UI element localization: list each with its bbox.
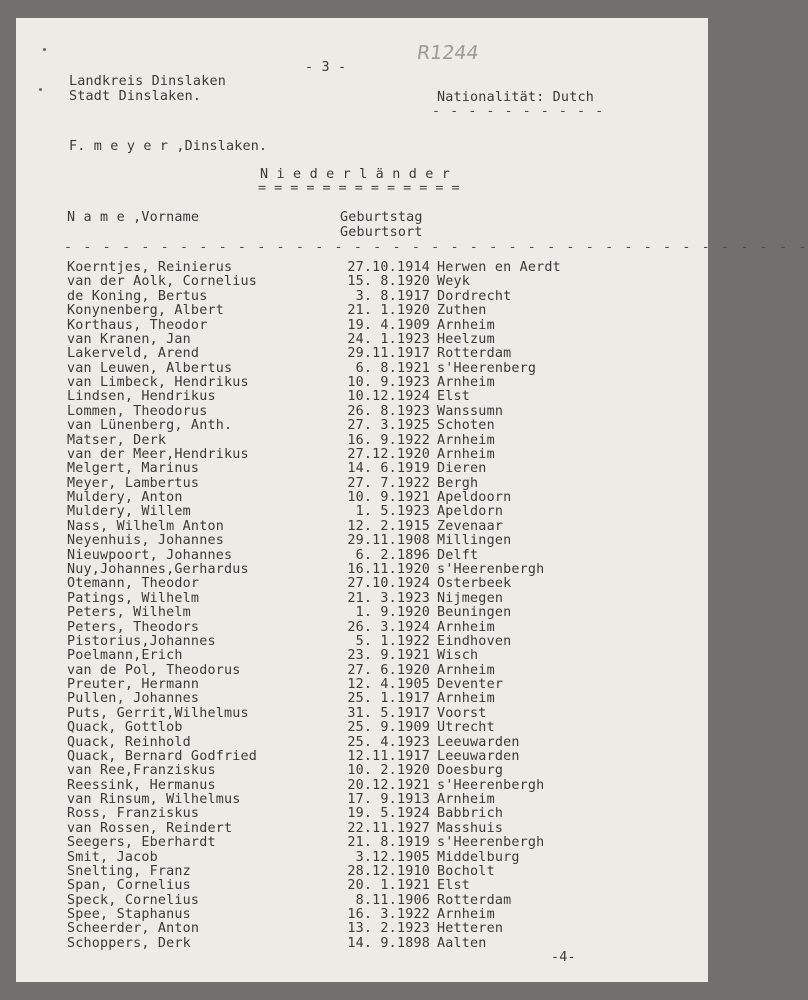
birth-place: Apeldoorn <box>437 490 512 506</box>
person-name: Melgert, Marinus <box>67 461 200 477</box>
person-name: Korthaus, Theodor <box>67 317 208 333</box>
birth-date: 6. 2.1896 <box>355 547 430 563</box>
person-name: van der Meer,Hendrikus <box>67 446 249 462</box>
list-item <box>16 634 708 648</box>
birth-date: 21. 3.1923 <box>347 590 430 606</box>
birth-date: 1. 5.1923 <box>355 504 430 520</box>
birth-place: Beuningen <box>437 605 512 621</box>
list-item <box>16 404 708 418</box>
birth-place: Hetteren <box>437 921 504 937</box>
birth-place: s'Heerenberg <box>437 360 537 376</box>
birth-place: Middelburg <box>437 849 520 865</box>
birth-place: Babbrich <box>437 806 504 822</box>
birth-date: 28.12.1910 <box>347 863 430 879</box>
list-item <box>16 792 708 806</box>
list-item <box>16 850 708 864</box>
person-name: Muldery, Willem <box>67 504 191 520</box>
person-name: Poelmann,Erich <box>67 648 183 664</box>
person-name: van der Aolk, Cornelius <box>67 274 258 290</box>
birth-place: Osterbeek <box>437 576 512 592</box>
header-rule: - - - - - - - - - - - - - - - - - - - - - - - - - - - - - - - - - - - - - - - <box>64 240 808 255</box>
birth-date: 16. 3.1922 <box>347 907 430 923</box>
birth-date: 20. 1.1921 <box>347 878 430 894</box>
birth-date: 21. 1.1920 <box>347 303 430 319</box>
person-name: Snelting, Franz <box>67 863 191 879</box>
person-name: Pistorius,Johannes <box>67 633 216 649</box>
column-header-name: N a m e ,Vorname <box>67 210 200 225</box>
list-item <box>16 835 708 849</box>
list-item <box>16 605 708 619</box>
list-item <box>16 389 708 403</box>
birth-place: Dieren <box>437 461 487 477</box>
birth-date: 24. 1.1923 <box>347 331 430 347</box>
birth-place: Arnheim <box>437 907 495 923</box>
person-name: Otemann, Theodor <box>67 576 200 592</box>
birth-date: 21. 8.1919 <box>347 835 430 851</box>
birth-date: 17. 9.1913 <box>347 792 430 808</box>
birth-date: 20.12.1921 <box>347 777 430 793</box>
list-item <box>16 864 708 878</box>
nationality-underline: - - - - - - - - - - <box>432 104 605 119</box>
birth-place: Millingen <box>437 533 512 549</box>
person-name: van Leuwen, Albertus <box>67 360 233 376</box>
list-item <box>16 533 708 547</box>
birth-place: Arnheim <box>437 691 495 707</box>
birth-place: s'Heerenbergh <box>437 561 545 577</box>
list-item <box>16 576 708 590</box>
list-item <box>16 375 708 389</box>
birth-date: 6. 8.1921 <box>355 360 430 376</box>
list-item <box>16 548 708 562</box>
birth-date: 31. 5.1917 <box>347 705 430 721</box>
birth-place: Delft <box>437 547 479 563</box>
person-name: Quack, Bernard Godfried <box>67 748 258 764</box>
birth-place: Arnheim <box>437 446 495 462</box>
birth-date: 10.12.1924 <box>347 389 430 405</box>
archive-mark: R1244 <box>415 42 481 64</box>
birth-date: 27. 3.1925 <box>347 418 430 434</box>
birth-date: 23. 9.1921 <box>347 648 430 664</box>
section-title: N i e d e r l ä n d e r <box>260 167 451 182</box>
birth-place: Arnheim <box>437 792 495 808</box>
list-item <box>16 735 708 749</box>
list-item <box>16 318 708 332</box>
birth-date: 12. 2.1915 <box>347 518 430 534</box>
person-name: Lindsen, Hendrikus <box>67 389 216 405</box>
birth-date: 29.11.1908 <box>347 533 430 549</box>
birth-place: Eindhoven <box>437 633 512 649</box>
list-item <box>16 289 708 303</box>
person-name: Pullen, Johannes <box>67 691 200 707</box>
birth-date: 12. 4.1905 <box>347 677 430 693</box>
birth-date: 26. 3.1924 <box>347 619 430 635</box>
birth-place: Elst <box>437 878 471 894</box>
person-name: Koerntjes, Reinierus <box>67 260 233 275</box>
person-name: van Rossen, Reindert <box>67 820 233 836</box>
list-item <box>16 806 708 820</box>
list-item <box>16 433 708 447</box>
person-name: Preuter, Hermann <box>67 677 200 693</box>
person-name: Nass, Wilhelm Anton <box>67 518 224 534</box>
birth-place: Deventer <box>437 677 504 693</box>
list-item <box>16 303 708 317</box>
birth-place: Apeldorn <box>437 504 504 520</box>
section-underline: = = = = = = = = = = = = = <box>258 181 460 196</box>
birth-date: 3. 8.1917 <box>355 288 430 304</box>
list-item <box>16 907 708 921</box>
person-name: Neyenhuis, Johannes <box>67 533 224 549</box>
birth-date: 8.11.1906 <box>355 892 430 908</box>
birth-place: Zevenaar <box>437 518 504 534</box>
birth-place: Utrecht <box>437 720 495 736</box>
birth-date: 19. 4.1909 <box>347 317 430 333</box>
birth-place: s'Heerenbergh <box>437 835 545 851</box>
person-name: Spee, Staphanus <box>67 907 191 923</box>
list-item <box>16 562 708 576</box>
person-name: Smit, Jacob <box>67 849 158 865</box>
birth-place: Rotterdam <box>437 892 512 908</box>
birth-place: Arnheim <box>437 432 495 448</box>
birth-place: Wanssumn <box>437 403 504 419</box>
birth-date: 10. 9.1921 <box>347 490 430 506</box>
next-page-number: -4- <box>551 950 576 965</box>
person-name: Schoppers, Derk <box>67 935 191 951</box>
person-name: van Kranen, Jan <box>67 331 191 347</box>
list-item <box>16 821 708 835</box>
list-item <box>16 504 708 518</box>
birth-date: 15. 8.1920 <box>347 274 430 290</box>
birth-place: Leeuwarden <box>437 748 520 764</box>
birth-date: 27. 6.1920 <box>347 662 430 678</box>
person-name: Matser, Derk <box>67 432 167 448</box>
list-item <box>16 936 708 950</box>
birth-date: 16. 9.1922 <box>347 432 430 448</box>
list-item <box>16 778 708 792</box>
list-item <box>16 361 708 375</box>
person-name: Quack, Reinhold <box>67 734 191 750</box>
list-item <box>16 461 708 475</box>
list-item <box>16 274 708 288</box>
person-name: van Lünenberg, Anth. <box>67 418 233 434</box>
birth-date: 27.10.1924 <box>347 576 430 592</box>
person-name: Peters, Theodors <box>67 619 200 635</box>
person-name: Nieuwpoort, Johannes <box>67 547 233 563</box>
person-name: Ross, Franziskus <box>67 806 200 822</box>
district-line: Landkreis Dinslaken <box>69 74 226 89</box>
person-name: Speck, Cornelius <box>67 892 200 908</box>
person-name: Quack, Gottlob <box>67 720 183 736</box>
person-name: de Koning, Bertus <box>67 288 208 304</box>
birth-place: Herwen en Aerdt <box>437 260 561 275</box>
person-name: Scheerder, Anton <box>67 921 200 937</box>
birth-place: Doesburg <box>437 763 504 779</box>
birth-date: 10. 2.1920 <box>347 763 430 779</box>
list-item <box>16 447 708 461</box>
list-item <box>16 763 708 777</box>
birth-place: Leeuwarden <box>437 734 520 750</box>
birth-place: Aalten <box>437 935 487 951</box>
person-name: Meyer, Lambertus <box>67 475 200 491</box>
birth-place: Dordrecht <box>437 288 512 304</box>
person-name: Puts, Gerrit,Wilhelmus <box>67 705 249 721</box>
list-item <box>16 620 708 634</box>
list-item <box>16 663 708 677</box>
list-item <box>16 332 708 346</box>
list-item <box>16 706 708 720</box>
person-name: Lakerveld, Arend <box>67 346 200 362</box>
person-name: van Rinsum, Wilhelmus <box>67 792 241 808</box>
birth-date: 25. 4.1923 <box>347 734 430 750</box>
list-item <box>16 260 708 274</box>
birth-place: Wisch <box>437 648 479 664</box>
list-item <box>16 418 708 432</box>
birth-date: 25. 9.1909 <box>347 720 430 736</box>
person-name: Reessink, Hermanus <box>67 777 216 793</box>
birth-date: 16.11.1920 <box>347 561 430 577</box>
birth-date: 14. 6.1919 <box>347 461 430 477</box>
birth-place: Arnheim <box>437 619 495 635</box>
birth-date: 25. 1.1917 <box>347 691 430 707</box>
birth-date: 27.12.1920 <box>347 446 430 462</box>
birth-place: s'Heerenbergh <box>437 777 545 793</box>
birth-date: 12.11.1917 <box>347 748 430 764</box>
list-item <box>16 720 708 734</box>
city-line: Stadt Dinslaken. <box>69 89 202 104</box>
birth-place: Voorst <box>437 705 487 721</box>
list-item <box>16 476 708 490</box>
list-item <box>16 893 708 907</box>
birth-place: Arnheim <box>437 375 495 391</box>
birth-place: Zuthen <box>437 303 487 319</box>
list-item <box>16 691 708 705</box>
person-name: Konynenberg, Albert <box>67 303 224 319</box>
birth-date: 5. 1.1922 <box>355 633 430 649</box>
list-item <box>16 346 708 360</box>
list-item <box>16 519 708 533</box>
birth-place: Heelzum <box>437 331 495 347</box>
list-item <box>16 490 708 504</box>
firm-line: F. m e y e r ,Dinslaken. <box>69 139 268 154</box>
person-name: Peters, Wilhelm <box>67 605 191 621</box>
page-number-top: - 3 - <box>305 60 347 75</box>
person-name: van Limbeck, Hendrikus <box>67 375 249 391</box>
list-item <box>16 878 708 892</box>
birth-date: 27.10.1914 <box>347 260 430 275</box>
birth-date: 22.11.1927 <box>347 820 430 836</box>
birth-date: 3.12.1905 <box>355 849 430 865</box>
birth-place: Nijmegen <box>437 590 504 606</box>
list-item <box>16 921 708 935</box>
person-name: van Ree,Franziskus <box>67 763 216 779</box>
list-item <box>16 749 708 763</box>
person-name: van de Pol, Theodorus <box>67 662 241 678</box>
birth-date: 19. 5.1924 <box>347 806 430 822</box>
birth-date: 29.11.1917 <box>347 346 430 362</box>
column-header-birthday: Geburtstag <box>340 210 423 225</box>
birth-place: Arnheim <box>437 317 495 333</box>
birth-place: Bergh <box>437 475 479 491</box>
birth-date: 13. 2.1923 <box>347 921 430 937</box>
person-name: Nuy,Johannes,Gerhardus <box>67 561 249 577</box>
punch-hole <box>39 88 42 91</box>
birth-date: 1. 9.1920 <box>355 605 430 621</box>
person-name: Muldery, Anton <box>67 490 183 506</box>
nationality-label: Nationalität: Dutch <box>437 90 594 105</box>
punch-hole <box>43 48 46 51</box>
person-name: Patings, Wilhelm <box>67 590 200 606</box>
birth-place: Rotterdam <box>437 346 512 362</box>
person-name: Span, Cornelius <box>67 878 191 894</box>
birth-place: Bocholt <box>437 863 495 879</box>
document-page <box>16 18 808 982</box>
person-name: Seegers, Eberhardt <box>67 835 216 851</box>
birth-place: Schoten <box>437 418 495 434</box>
list-item <box>16 677 708 691</box>
birth-date: 14. 9.1898 <box>347 935 430 951</box>
list-item <box>16 591 708 605</box>
birth-date: 26. 8.1923 <box>347 403 430 419</box>
column-header-birthplace: Geburtsort <box>340 225 423 240</box>
birth-place: Elst <box>437 389 471 405</box>
birth-date: 10. 9.1923 <box>347 375 430 391</box>
birth-place: Arnheim <box>437 662 495 678</box>
birth-place: Weyk <box>437 274 471 290</box>
birth-place: Masshuis <box>437 820 504 836</box>
birth-date: 27. 7.1922 <box>347 475 430 491</box>
person-name: Lommen, Theodorus <box>67 403 208 419</box>
list-item <box>16 648 708 662</box>
